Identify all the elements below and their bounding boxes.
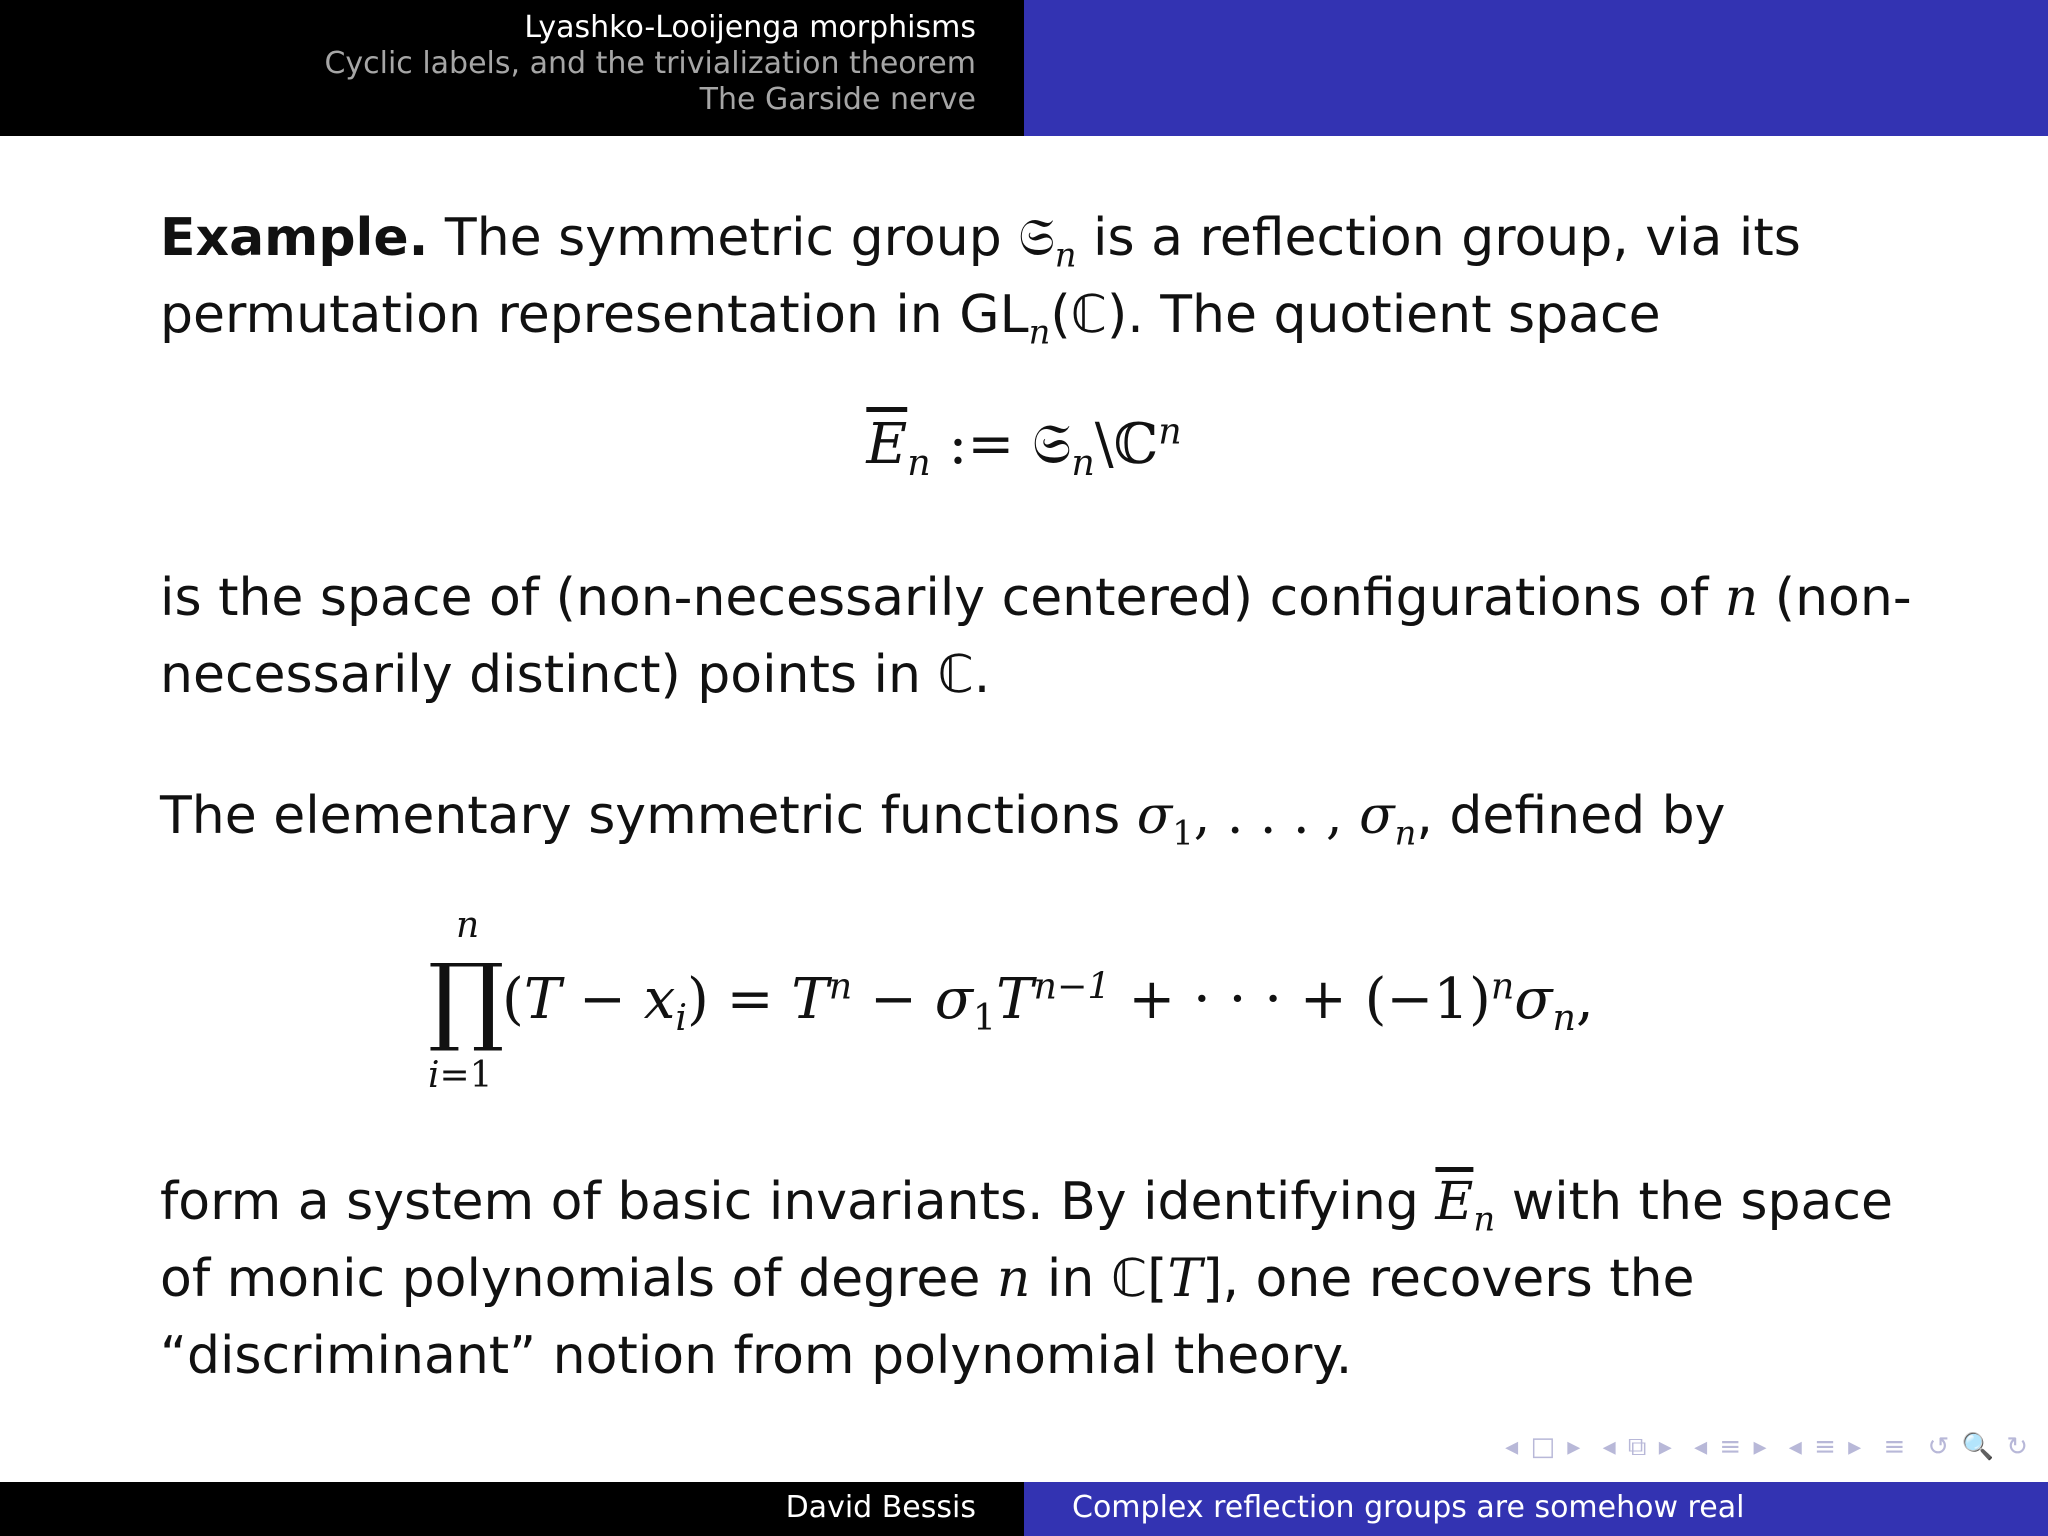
nav-section-icon[interactable]: ◂ ≡ ▸	[1694, 1432, 1769, 1462]
p3-sub-1: 1	[1172, 813, 1194, 853]
footer-left	[0, 1482, 1024, 1536]
paragraph-elementary-functions	[160, 778, 1940, 855]
eq2-sigma-n: σ	[1514, 967, 1553, 1032]
nav-document-icon[interactable]: ◂ ≡ ▸	[1788, 1432, 1864, 1462]
footer-title: Complex reflection groups are somehow real	[1072, 1490, 1745, 1525]
eq2-close-equals: ) =	[686, 967, 792, 1032]
p2-text-2: (non-necessarily distinct) points in ℂ.	[160, 568, 1912, 705]
eq2-sub-i: i	[675, 996, 687, 1040]
eq1-sub-n: n	[907, 441, 931, 485]
p4-n: n	[996, 1249, 1031, 1309]
p3-text-1: The elementary symmetric functions	[160, 786, 1137, 846]
header-subsection-2[interactable]: The Garside nerve	[699, 82, 976, 117]
eq2-sigma-1: σ	[934, 967, 973, 1032]
nav-frame-icon[interactable]: ◂ □ ▸	[1505, 1432, 1583, 1462]
p4-sub-n: n	[1473, 1199, 1496, 1239]
footer-author: David Bessis	[785, 1490, 976, 1525]
header-current-section[interactable]: Lyashko-Looijenga morphisms	[524, 10, 976, 45]
eq1-symmetric-symbol: 𝔖	[1032, 412, 1072, 477]
paragraph-example	[160, 200, 1940, 354]
beamer-navigation	[1495, 1432, 2030, 1463]
equation-quotient-space	[0, 409, 2048, 485]
eq2-plus-dots: + · · · + (−1)	[1110, 967, 1491, 1032]
eq2-sup-n-2: n	[1490, 964, 1515, 1008]
p4-text-1: form a system of basic invariants. By identifying	[160, 1172, 1436, 1232]
header-right-panel	[1024, 0, 2048, 136]
eq1-backslash-C: \ℂ	[1094, 412, 1159, 477]
p1-text-3: (ℂ). The quotient space	[1050, 285, 1661, 345]
header-bar	[0, 0, 2048, 136]
prod-symbol: ∏	[428, 943, 505, 1055]
p4-text-4: ], one recovers the “discriminant” notion from polynomial theory.	[160, 1249, 1695, 1386]
eq1-E-bar: $\overline{E}$	[866, 412, 908, 477]
eq2-minus-2: −	[852, 967, 935, 1032]
eq2-T-2: T	[791, 967, 829, 1032]
equation-product	[420, 905, 1720, 1105]
eq2-minus: −	[561, 967, 644, 1032]
prod-lower-limit: i=1	[428, 1055, 493, 1096]
eq2-T-3: T	[996, 967, 1034, 1032]
eq2-sup-n: n	[828, 964, 853, 1008]
p1-gl-sub-n: n	[1028, 312, 1051, 352]
footer-bar	[0, 1482, 2048, 1536]
eq1-sup-n: n	[1158, 409, 1182, 453]
p2-text-1: is the space of (non-necessarily centered) configurations of	[160, 568, 1725, 628]
paragraph-configurations	[160, 560, 1940, 714]
p1-symmetric-symbol: 𝔖	[1018, 208, 1055, 268]
header-subsection-1[interactable]: Cyclic labels, and the trivialization theorem	[324, 46, 976, 81]
p3-text-2: , defined by	[1416, 786, 1726, 846]
p4-E-bar: $\overline{E}$	[1435, 1172, 1474, 1232]
paragraph-invariants	[160, 1164, 1940, 1395]
prod-expression	[502, 964, 1594, 1040]
p3-sigma-1: σ	[1136, 786, 1173, 846]
eq2-comma: ,	[1575, 967, 1594, 1032]
eq2-sub-n: n	[1552, 996, 1576, 1040]
footer-right	[1024, 1482, 2048, 1536]
nav-search-icon[interactable]: ↺ 🔍 ↻	[1927, 1432, 2030, 1462]
nav-subsection-icon[interactable]: ◂ ⧉ ▸	[1602, 1432, 1674, 1462]
prod-upper-limit: n	[456, 905, 480, 946]
eq1-assign: :=	[930, 412, 1033, 477]
p1-text-2: is a reflection group, via its permutation representation in GL	[160, 208, 1801, 345]
p1-sub-n: n	[1054, 235, 1077, 275]
eq1-sub-n-2: n	[1071, 441, 1095, 485]
nav-outline-icon[interactable]: ≡	[1883, 1432, 1908, 1462]
p3-sigma-n: σ	[1359, 786, 1395, 846]
p4-text-3: in ℂ[	[1030, 1249, 1168, 1309]
eq2-x: x	[643, 967, 676, 1032]
eq2-open-paren: (	[502, 967, 524, 1032]
example-label: Example.	[160, 208, 429, 268]
p4-T: T	[1167, 1249, 1203, 1309]
p1-text-1: The symmetric group	[428, 208, 1019, 268]
eq2-T: T	[523, 967, 562, 1032]
eq2-sub-1: 1	[972, 996, 997, 1040]
p3-sub-n: n	[1394, 813, 1417, 853]
p2-n: n	[1724, 568, 1759, 628]
header-navigation	[0, 0, 1024, 136]
p3-dots: , . . . ,	[1193, 786, 1360, 846]
eq2-sup-n-1: n−1	[1033, 964, 1111, 1008]
p4-text-2: with the space of monic polynomials of degree	[160, 1172, 1893, 1309]
